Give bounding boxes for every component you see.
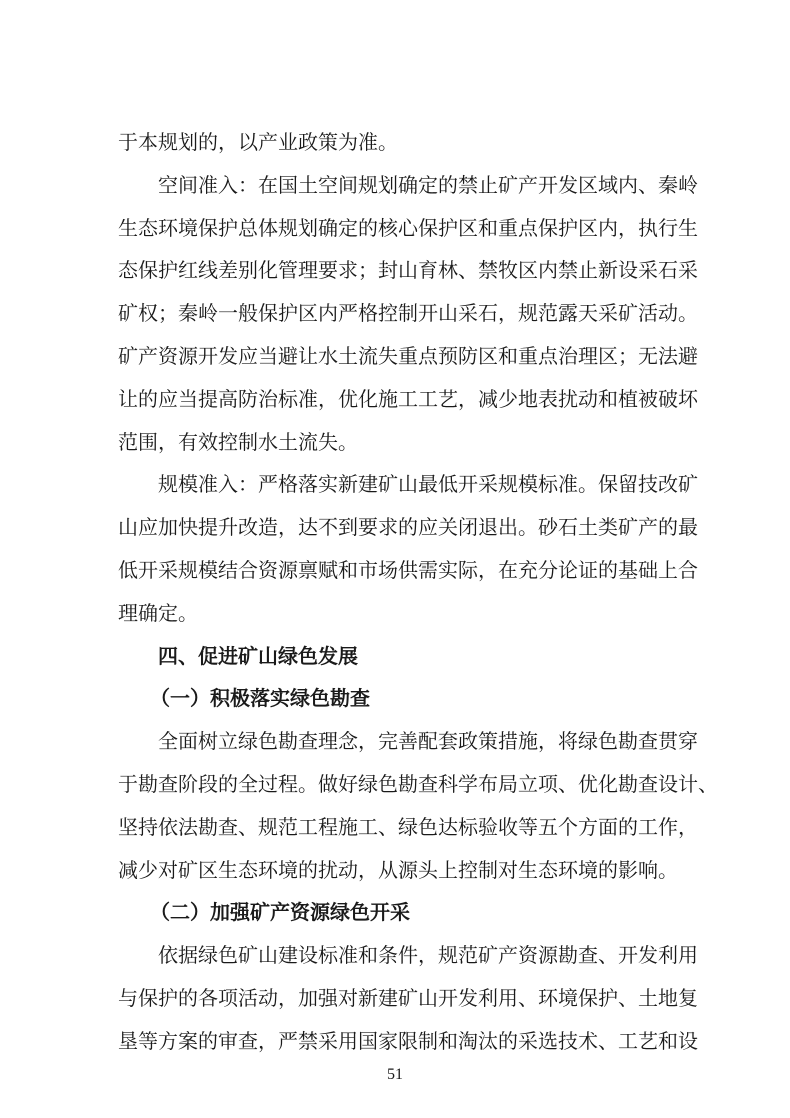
text-line: 全面树立绿色勘查理念，完善配套政策措施，将绿色勘查贯穿 <box>158 729 698 753</box>
text-line: 让的应当提高防治标准，优化施工工艺，减少地表扰动和植被破坏 <box>118 387 698 411</box>
subsection-heading: （一）积极落实绿色勘查 <box>150 686 370 710</box>
text-line: 于本规划的，以产业政策为准。 <box>118 130 398 154</box>
subsection-heading: （二）加强矿产资源绿色开采 <box>150 900 410 924</box>
text-line: 低开采规模结合资源禀赋和市场供需实际，在充分论证的基础上合 <box>118 558 698 582</box>
text-line: 空间准入：在国土空间规划确定的禁止矿产开发区域内、秦岭 <box>158 173 698 197</box>
text-line: 生态环境保护总体规划确定的核心保护区和重点保护区内，执行生 <box>118 216 698 240</box>
text-line: 垦等方案的审查，严禁采用国家限制和淘汰的采选技术、工艺和设 <box>118 1029 698 1053</box>
text-line: 与保护的各项活动，加强对新建矿山开发利用、环境保护、土地复 <box>118 986 698 1010</box>
text-line: 规模准入：严格落实新建矿山最低开采规模标准。保留技改矿 <box>158 472 698 496</box>
text-line: 坚持依法勘查、规范工程施工、绿色达标验收等五个方面的工作， <box>118 815 698 839</box>
text-line: 矿权；秦岭一般保护区内严格控制开山采石，规范露天采矿活动。 <box>118 301 698 325</box>
text-line: 依据绿色矿山建设标准和条件，规范矿产资源勘查、开发利用 <box>158 943 698 967</box>
text-line: 矿产资源开发应当避让水土流失重点预防区和重点治理区；无法避 <box>118 344 698 368</box>
text-line: 理确定。 <box>118 601 198 625</box>
text-line: 范围，有效控制水土流失。 <box>118 430 358 454</box>
text-line: 态保护红线差别化管理要求；封山育林、禁牧区内禁止新设采石采 <box>118 258 698 282</box>
page-number: 51 <box>387 1066 403 1083</box>
text-line: 山应加快提升改造，达不到要求的应关闭退出。砂石土类矿产的最 <box>118 515 698 539</box>
text-line: 减少对矿区生态环境的扰动，从源头上控制对生态环境的影响。 <box>118 858 678 882</box>
section-heading: 四、促进矿山绿色发展 <box>158 644 358 668</box>
text-line: 于勘查阶段的全过程。做好绿色勘查科学布局立项、优化勘查设计、 <box>118 772 718 796</box>
